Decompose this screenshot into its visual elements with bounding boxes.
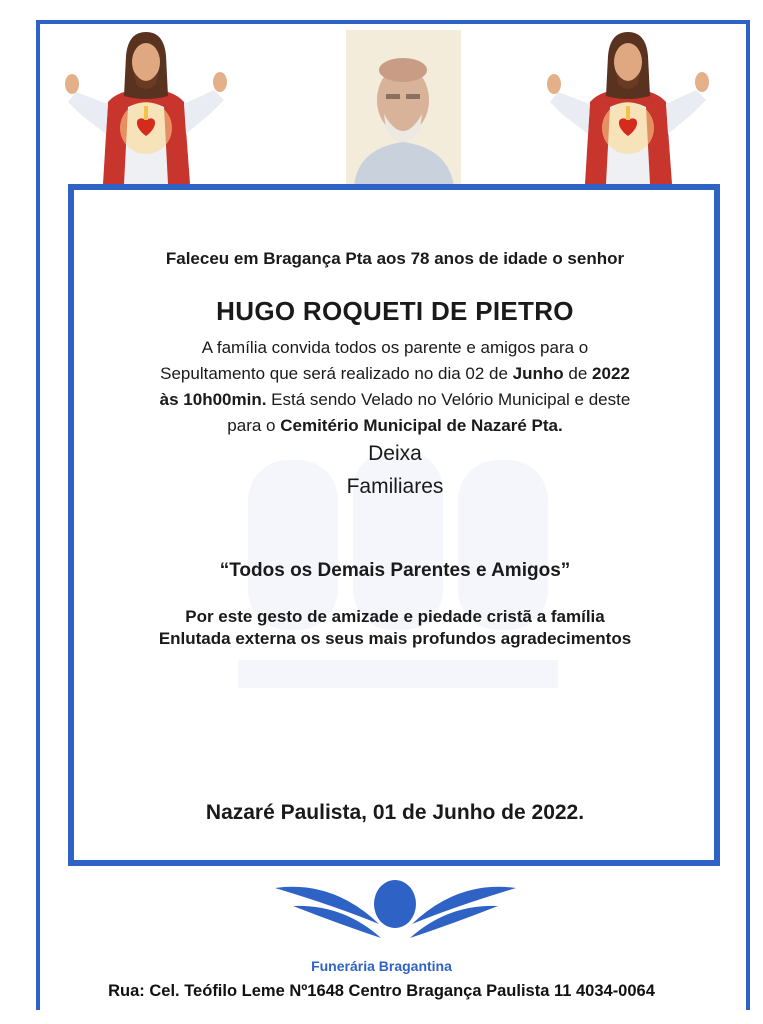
relatives-quote: “Todos os Demais Parentes e Amigos” xyxy=(219,560,571,581)
details-line-3: às 10h00min. Está sendo Velado no Velório Municipal e deste xyxy=(159,390,631,409)
details-line-4: para o Cemitério Municipal de Nazaré Pta. xyxy=(227,416,563,435)
death-announcement-intro: Faleceu em Bragança Pta aos 78 anos de idade o senhor xyxy=(165,249,625,268)
funeral-home-logo-icon xyxy=(273,876,518,956)
deceased-portrait-photo xyxy=(346,30,461,186)
family-label: Familiares xyxy=(346,475,444,498)
survivors-section xyxy=(74,437,716,503)
funeral-details xyxy=(74,335,716,439)
funeral-home-name: Funerária Bragantina xyxy=(311,958,452,974)
thanks-message xyxy=(74,606,716,650)
place-and-date: Nazaré Paulista, 01 de Junho de 2022. xyxy=(205,801,585,824)
thanks-line-1: Por este gesto de amizade e piedade cristã a família xyxy=(185,607,605,626)
thanks-line-2: Enlutada externa os seus mais profundos agradecimentos xyxy=(158,629,632,648)
deceased-name: HUGO ROQUETI DE PIETRO xyxy=(216,296,574,326)
sacred-heart-jesus-left-image xyxy=(58,32,233,184)
funeral-home-address: Rua: Cel. Teófilo Leme Nº1648 Centro Bragança Paulista 11 4034-0064 xyxy=(108,982,655,1000)
sacred-heart-jesus-right-image xyxy=(540,32,715,184)
leaves-label: Deixa xyxy=(368,442,422,465)
details-line-1: A família convida todos os parente e amigos para o xyxy=(201,338,589,357)
details-line-2: Sepultamento que será realizado no dia 02 de Junho de 2022 xyxy=(160,364,630,383)
